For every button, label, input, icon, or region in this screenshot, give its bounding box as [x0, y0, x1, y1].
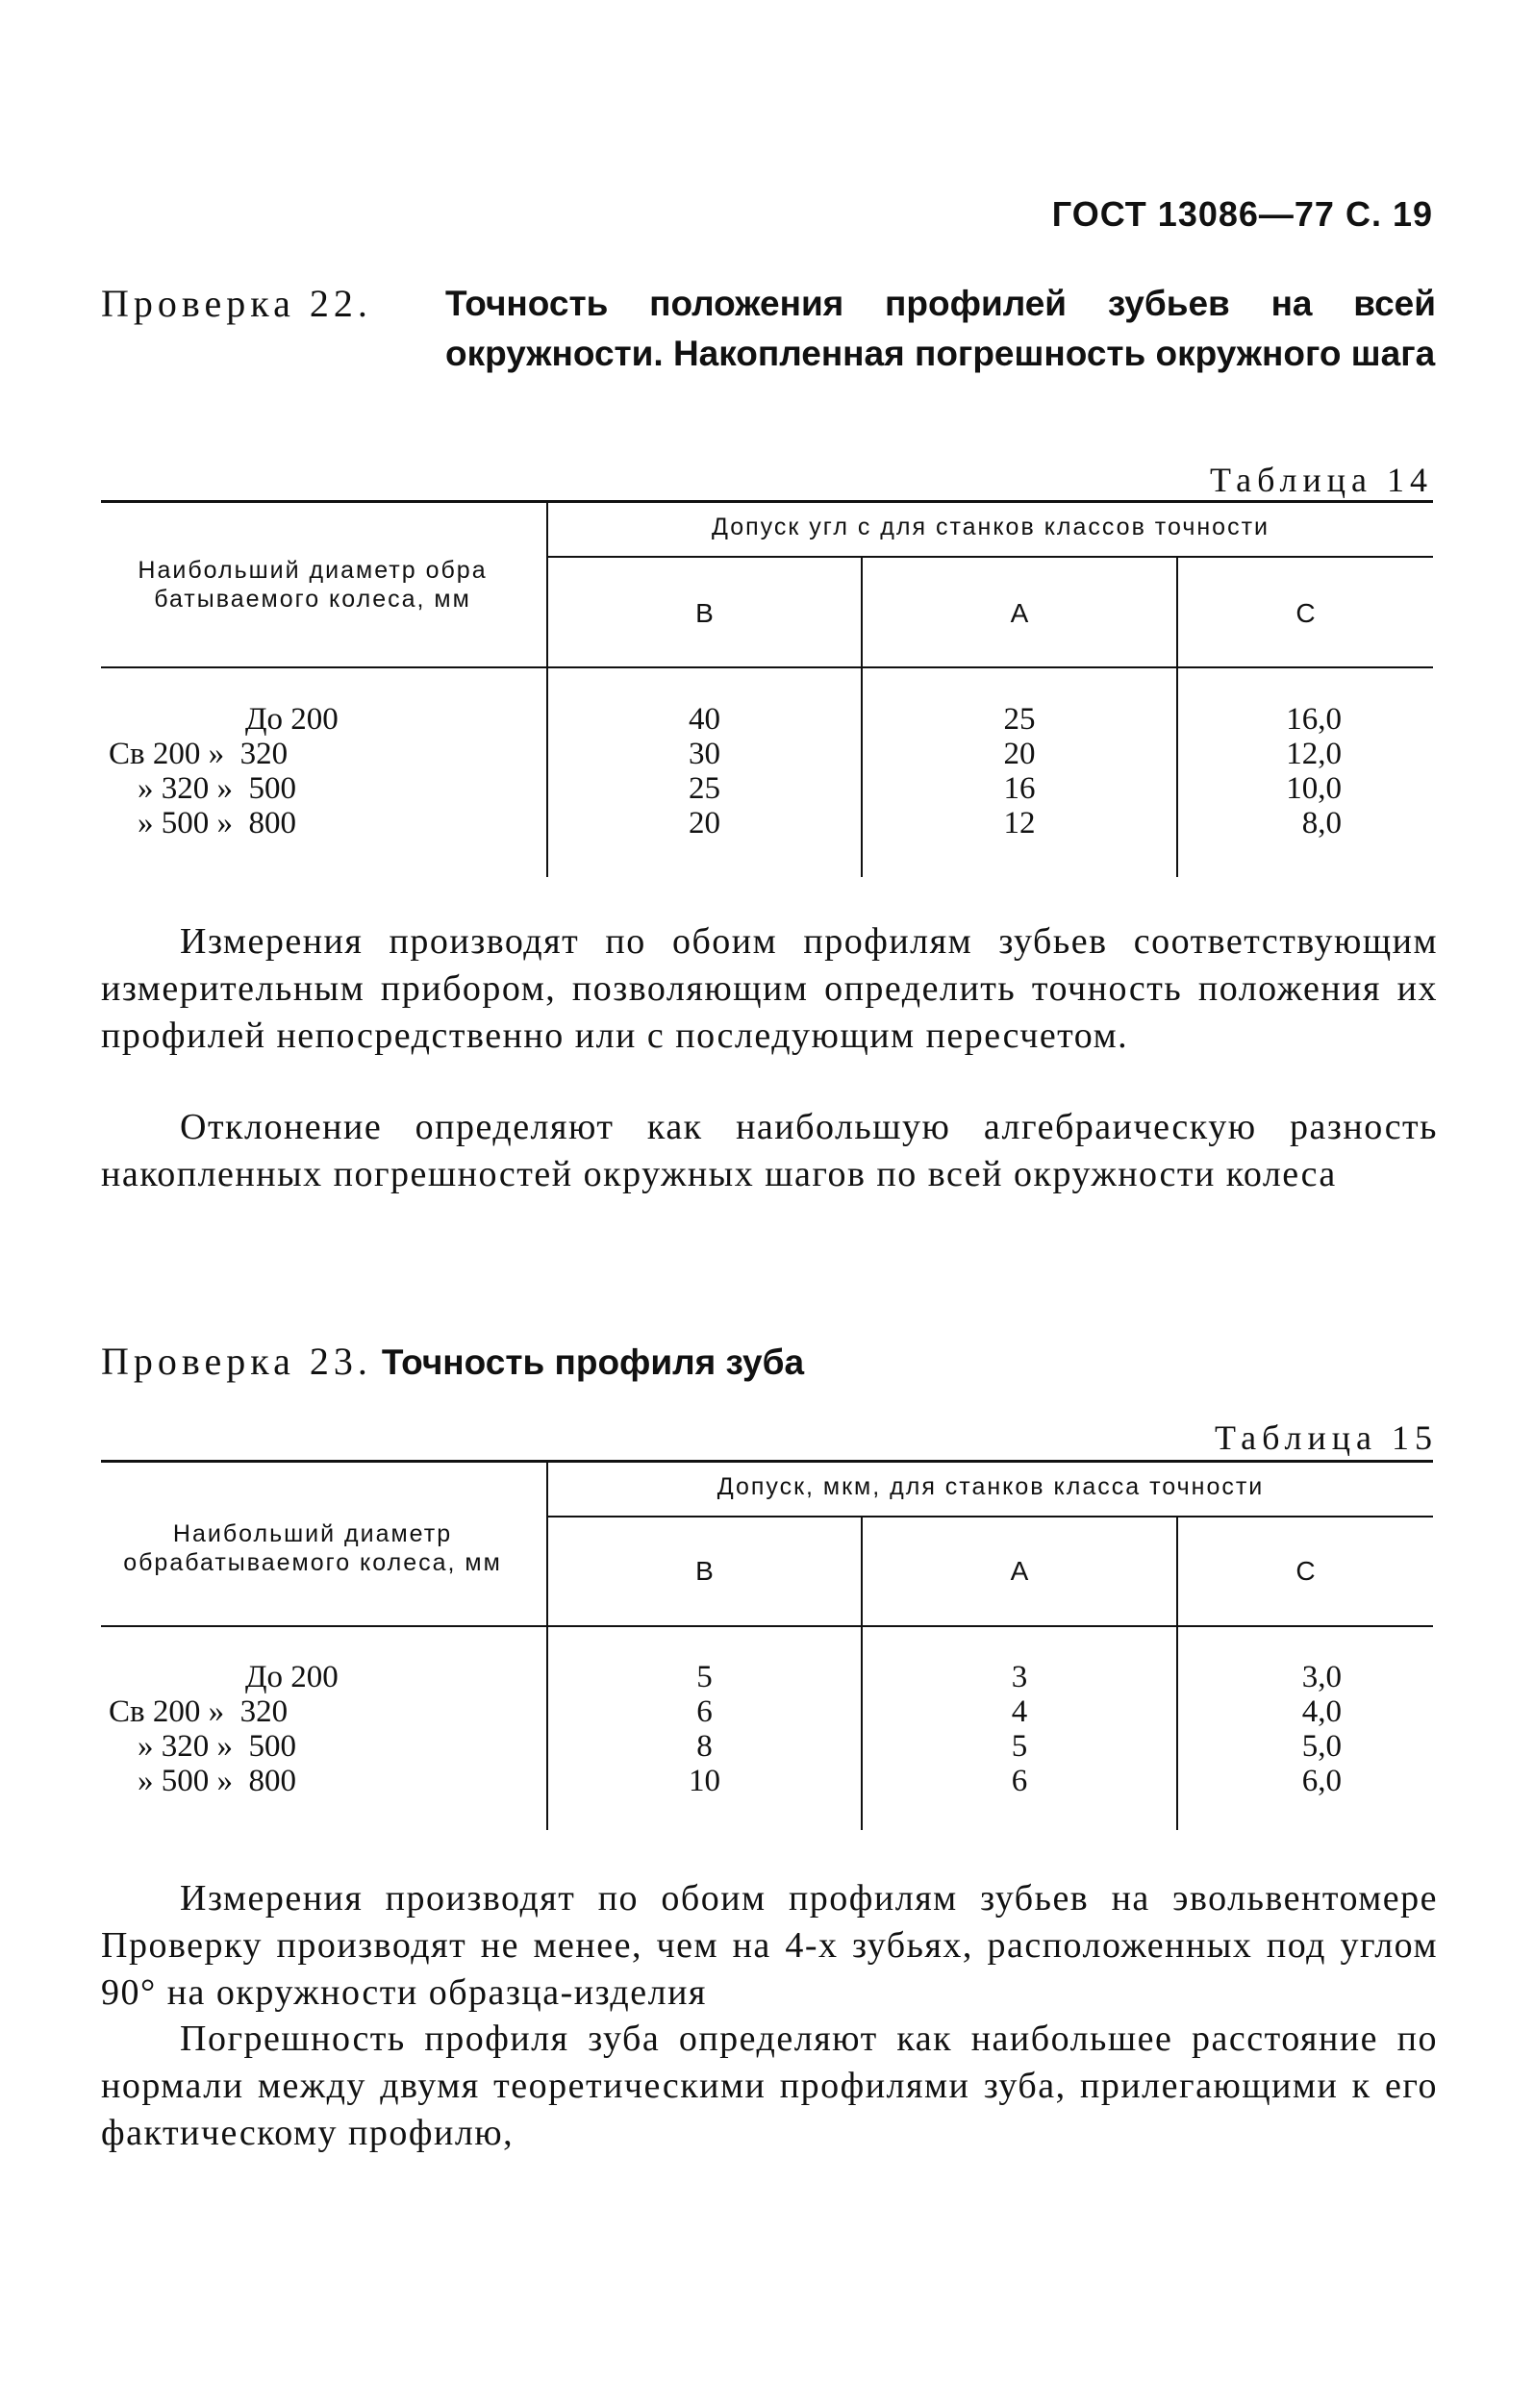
row-label: » 320 » 500 — [138, 1729, 296, 1764]
cell-value: 16 — [1003, 771, 1036, 806]
row-label: Св 200 » 320 — [109, 737, 289, 771]
column-a-values — [863, 1660, 1176, 1798]
cell-value: 30 — [689, 737, 720, 771]
column-b-values — [548, 1660, 861, 1798]
check-23-label: Проверка 23. — [101, 1340, 372, 1383]
column-a-values — [863, 702, 1176, 840]
table-15-caption: Таблица 15 — [1215, 1418, 1438, 1457]
row-label: До 200 — [245, 702, 339, 737]
stub-header: Наибольший диаметр обрабатываемого колеса, мм — [123, 1520, 502, 1576]
cell-value: 25 — [1003, 702, 1036, 737]
cell-value: 40 — [689, 702, 720, 737]
column-header-c: С — [1295, 1556, 1316, 1586]
row-labels — [101, 1660, 505, 1798]
span-header: Допуск угл с для станков классов точности — [712, 514, 1270, 540]
check-23-heading — [101, 1337, 804, 1388]
cell-value: 6 — [1011, 1764, 1028, 1798]
header-bottom-rule — [101, 1625, 1433, 1627]
column-b-values — [548, 702, 861, 840]
cell-value: 25 — [689, 771, 720, 806]
cell-value: 5 — [696, 1660, 713, 1694]
cell-value: 6 — [696, 1694, 713, 1729]
column-header-b: В — [695, 1556, 714, 1586]
cell-value: 4,0 — [1301, 1694, 1342, 1729]
cell-value: 12 — [1003, 806, 1036, 840]
span-header: Допуск, мкм, для станков класса точности — [717, 1473, 1265, 1500]
cell-value: 8,0 — [1301, 806, 1342, 840]
cell-value: 8 — [696, 1729, 713, 1764]
cell-value: 6,0 — [1301, 1764, 1342, 1798]
cell-value: 10,0 — [1286, 771, 1342, 806]
document-reference: ГОСТ 13086—77 С. 19 — [1051, 194, 1433, 234]
column-c-values — [1178, 702, 1342, 840]
check-23-title: Точность профиля зуба — [381, 1342, 805, 1382]
row-label: » 500 » 800 — [138, 1764, 296, 1798]
column-header-a: А — [1010, 598, 1029, 628]
span-header-rule — [548, 1516, 1433, 1518]
table-top-rule — [101, 500, 1433, 503]
column-header-c: С — [1295, 598, 1316, 628]
cell-value: 5,0 — [1301, 1729, 1342, 1764]
cell-value: 20 — [1003, 737, 1036, 771]
cell-value: 16,0 — [1286, 702, 1342, 737]
cell-value: 3 — [1011, 1660, 1028, 1694]
cell-value: 4 — [1011, 1694, 1028, 1729]
cell-value: 20 — [689, 806, 720, 840]
column-header-a: А — [1010, 1556, 1029, 1586]
cell-value: 5 — [1011, 1729, 1028, 1764]
paragraph: Отклонение определяют как наибольшую алгебраическую разность накопленных погрешностей окружных шагов по всей окружности колеса — [101, 1107, 1438, 1194]
column-header-b: В — [695, 598, 714, 628]
row-label: Св 200 » 320 — [109, 1694, 289, 1729]
row-label: » 500 » 800 — [138, 806, 296, 840]
table-top-rule — [101, 1460, 1433, 1463]
check-22-label: Проверка 22. — [101, 282, 372, 325]
stub-header: Наибольший диаметр обра батываемого колеса, мм — [138, 557, 488, 613]
row-label: » 320 » 500 — [138, 771, 296, 806]
paragraph: Погрешность профиля зуба определяют как наибольшее расстояние по нормали между двумя теоретическими профилями зуба, прилегающими к его фактическому профилю, — [101, 2019, 1438, 2153]
paragraph: Измерения производят по обоим профилям зубьев соответствующим измерительным прибором, позволяющим определить точность положения их профилей непосредственно или с последующим пересчетом. — [101, 921, 1438, 1056]
cell-value: 10 — [689, 1764, 720, 1798]
column-c-values — [1178, 1660, 1342, 1798]
table-14 — [101, 500, 1433, 885]
cell-value: 12,0 — [1286, 737, 1342, 771]
row-labels — [101, 702, 505, 840]
table-15 — [101, 1460, 1433, 1835]
span-header-rule — [548, 556, 1433, 558]
cell-value: 3,0 — [1301, 1660, 1342, 1694]
row-label: До 200 — [245, 1660, 339, 1694]
paragraph: Измерения производят по обоим профилям зубьев на эвольвентомере Проверку производят не менее, чем на 4-х зубьях, расположенных под углом 90° на окружности образца-изделия — [101, 1878, 1438, 2013]
check-22-title: Точность положения профилей зубьев на всей окружности. Накопленная погрешность окружного шага — [445, 284, 1436, 373]
table-14-caption: Таблица 14 — [1210, 461, 1433, 499]
header-bottom-rule — [101, 666, 1433, 668]
